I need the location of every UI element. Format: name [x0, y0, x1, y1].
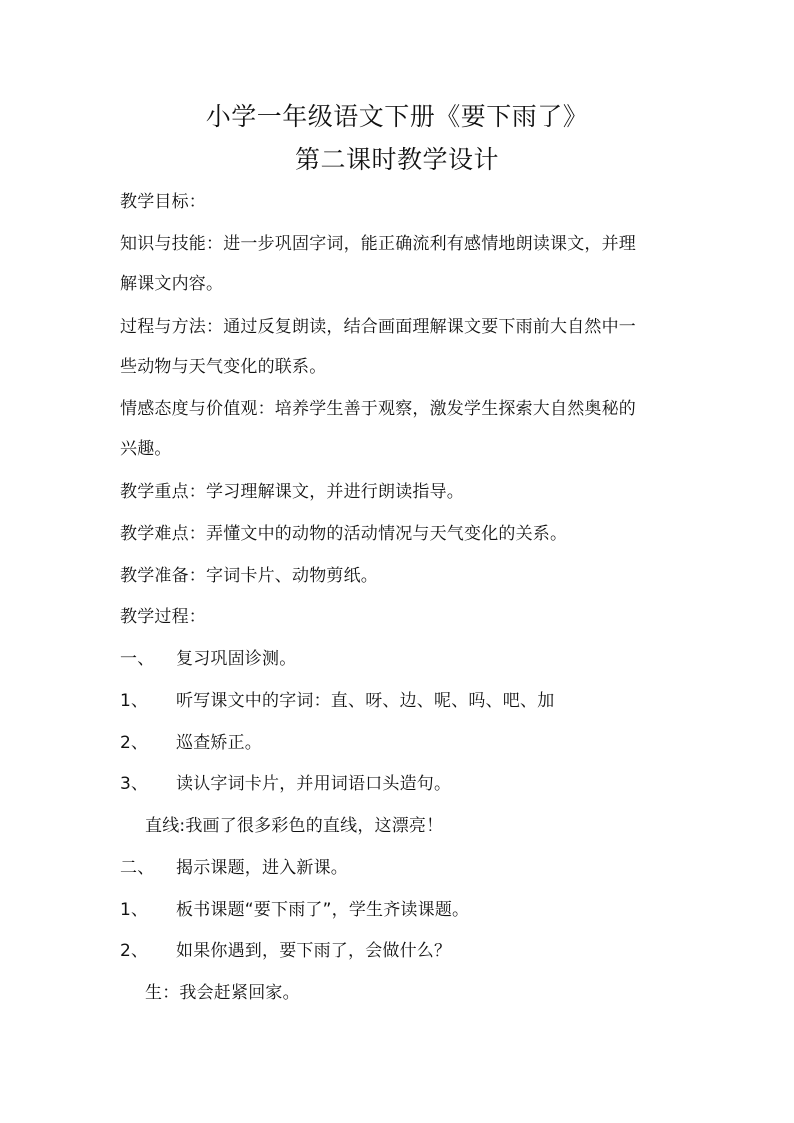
item-number: 1、	[120, 691, 149, 711]
item-number: 2、	[120, 941, 149, 961]
preparation-line: 教学准备：字词卡片、动物剪纸。	[120, 566, 378, 586]
section-text: 复习巩固诊测。	[176, 649, 297, 669]
process-heading: 教学过程：	[120, 607, 206, 627]
section-text: 揭示课题，进入新课。	[176, 858, 348, 878]
objectives-heading: 教学目标：	[120, 192, 206, 212]
item-number: 1、	[120, 900, 149, 920]
document-title: 小学一年级语文下册《要下雨了》	[205, 102, 589, 131]
list-item	[120, 771, 690, 797]
item-number: 3、	[120, 774, 149, 794]
example-sentence: 直线:我画了很多彩色的直线，这漂亮！	[145, 816, 444, 836]
item-text: 巡查矫正。	[176, 733, 262, 753]
item-text: 板书课题“要下雨了”，学生齐读课题。	[176, 900, 470, 920]
item-number: 2、	[120, 733, 149, 753]
knowledge-skills-line-cont: 解课文内容。	[120, 274, 224, 294]
section-heading-1	[120, 646, 690, 672]
emotion-values-line: 情感态度与价值观：培养学生善于观察，激发学生探索大自然奥秘的	[120, 399, 636, 419]
key-point-line: 教学重点：学习理解课文，并进行朗读指导。	[120, 482, 464, 502]
item-text: 听写课文中的字词：直、呀、边、呢、吗、吧、加	[176, 691, 555, 711]
knowledge-skills-line: 知识与技能：进一步巩固字词，能正确流利有感情地朗读课文，并理	[120, 234, 636, 254]
list-item	[120, 730, 690, 756]
process-method-line: 过程与方法：通过反复朗读，结合画面理解课文要下雨前大自然中一	[120, 317, 636, 337]
list-item	[120, 938, 690, 964]
list-item	[120, 688, 690, 714]
section-number: 一、	[120, 649, 155, 669]
difficulty-line: 教学难点：弄懂文中的动物的活动情况与天气变化的关系。	[120, 524, 568, 544]
item-text: 读认字词卡片，并用词语口头造句。	[176, 774, 452, 794]
document-subtitle: 第二课时教学设计	[294, 145, 499, 174]
section-number: 二、	[120, 858, 155, 878]
student-answer: 生：我会赶紧回家。	[145, 983, 300, 1003]
emotion-values-line-cont: 兴趣。	[120, 439, 172, 459]
process-method-line-cont: 些动物与天气变化的联系。	[120, 357, 327, 377]
section-heading-2	[120, 855, 690, 881]
list-item	[120, 897, 690, 923]
item-text: 如果你遇到，要下雨了，会做什么？	[176, 941, 452, 961]
